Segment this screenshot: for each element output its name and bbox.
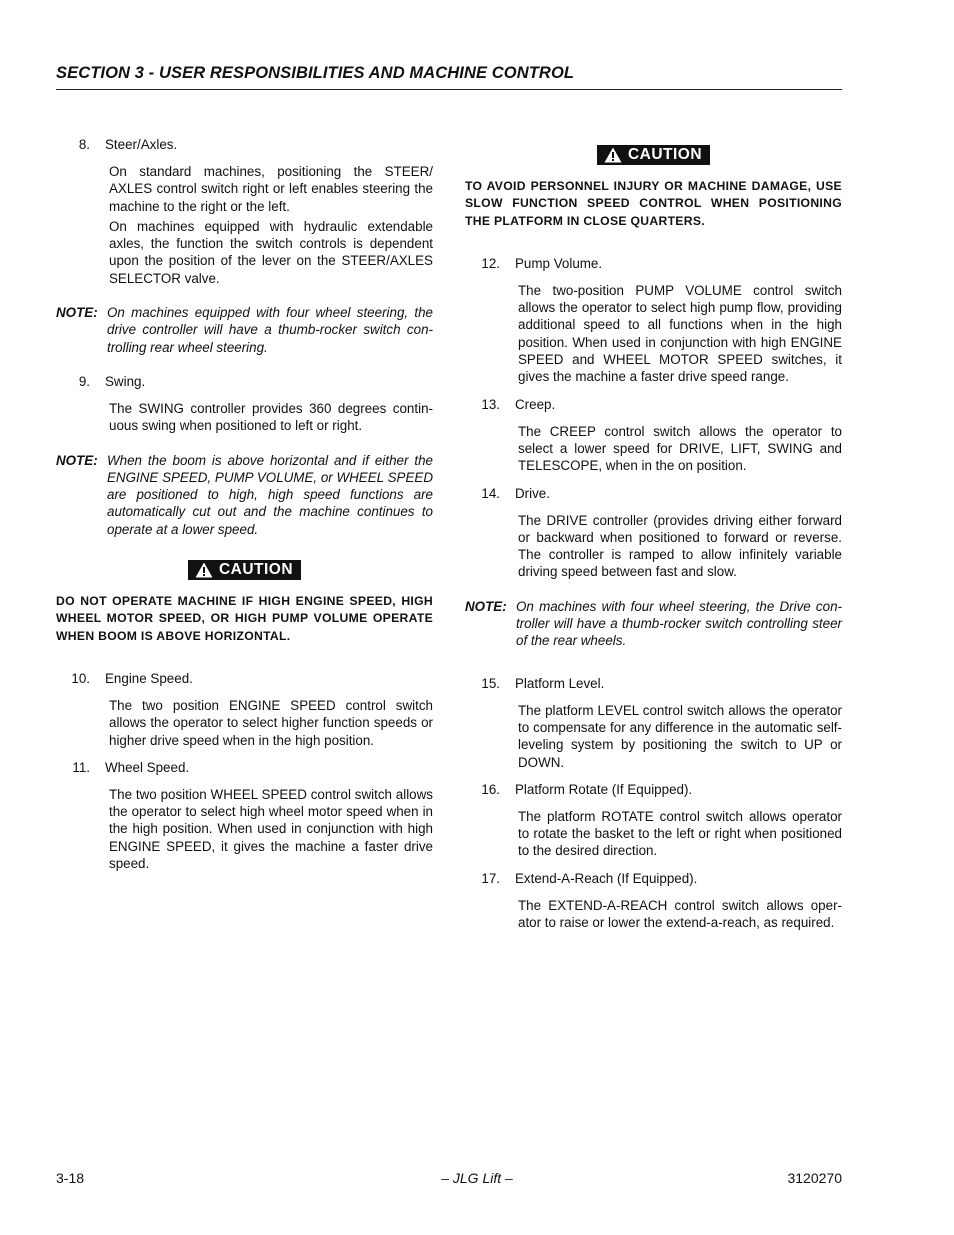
paragraph: The platform LEVEL control switch allows the operator to compensate for any difference in the automatic self-leveling system by positioning the switch to UP or DOWN. [518, 702, 842, 770]
item-swing [56, 373, 433, 390]
paragraph: The two-position PUMP VOLUME control switch allows the operator to select high pump flow, providing additional speed to all functions when in the high position. When used in conjunction with high ENGINE SPEED and WHEEL MOTOR SPEED switches, it gives the machine a faster drive speed range. [518, 282, 842, 385]
item-number: 17. [481, 870, 500, 886]
left-column [56, 136, 433, 882]
item-creep [465, 396, 842, 413]
item-number: 15. [481, 675, 500, 691]
item-number: 14. [481, 485, 500, 501]
right-column [465, 145, 842, 941]
warning-triangle-icon [195, 562, 213, 578]
page-number: 3-18 [56, 1170, 85, 1186]
item-label: Steer/Axles. [105, 137, 178, 152]
item-steer-axles [56, 136, 433, 153]
paragraph: On machines equipped with hydraulic extendable axles, the function the switch controls is dependent upon the position of the lever on the STEER/AXLES SELECTOR valve. [109, 218, 433, 286]
note [465, 598, 842, 650]
caution-text: TO AVOID PERSONNEL INJURY OR MACHINE DAMAGE, USE SLOW FUNCTION SPEED CONTROL WHEN POSITIONING THE PLATFORM IN CLOSE QUARTERS. [465, 179, 842, 228]
footer-brand: – JLG Lift – [441, 1170, 513, 1186]
note [56, 304, 433, 356]
item-label: Platform Level. [515, 675, 605, 691]
item-platform-rotate [465, 781, 842, 798]
item-label: Extend-A-Reach (If Equipped). [515, 870, 698, 886]
item-label: Platform Rotate (If Equipped). [515, 781, 693, 797]
paragraph: The two position WHEEL SPEED control switch allows the operator to select high wheel motor speed when in the high position. When used in conjunction with high ENGINE SPEED, it gives the machine a faster drive speed. [109, 786, 433, 872]
note-text: On machines with four wheel steering, the Drive controller will have a thumb-rocker switch controlling steer of the rear wheels. [516, 598, 842, 649]
item-pump-volume [465, 255, 842, 272]
caution-label: CAUTION [627, 146, 703, 163]
paragraph: The DRIVE controller (provides driving either forward or backward when positioned to forward or reverse. The controller is ramped to allow infinitely variable driving speed between fast and slow. [518, 512, 842, 580]
caution-label-box [597, 145, 710, 165]
item-number: 9. [78, 373, 90, 389]
note-label: NOTE: [56, 452, 98, 468]
caution-banner [465, 145, 842, 168]
note-text: When the boom is above horizontal and if either the ENGINE SPEED, PUMP VOLUME, or WHEEL SPEED are positioned to high, high speed functions are automatically cut out and the machine continues to operate at a lower speed. [107, 452, 433, 537]
paragraph: The platform ROTATE control switch allows operator to rotate the basket to the left or right when positioned to the desired direction. [518, 808, 842, 859]
item-wheel-speed [56, 759, 433, 776]
paragraph: The EXTEND-A-REACH control switch allows operator to raise or lower the extend-a-reach, as required. [518, 897, 842, 931]
note [56, 452, 433, 538]
item-number: 10. [71, 670, 90, 686]
paragraph: On standard machines, positioning the STEER/ AXLES control switch right or left enables steering the machine to the right or the left. [109, 164, 433, 214]
note-label: NOTE: [56, 305, 98, 321]
item-label: Drive. [515, 485, 550, 501]
item-number: 13. [481, 396, 500, 412]
note-text: On machines equipped with four wheel steering, the drive controller will have a thumb-rocker switch controlling rear wheel steering. [107, 305, 433, 355]
item-drive [465, 485, 842, 502]
item-number: 8. [78, 137, 90, 152]
paragraph: The SWING controller provides 360 degrees continuous swing when positioned to left or right. [109, 400, 433, 434]
item-label: Creep. [515, 396, 556, 412]
caution-banner [56, 560, 433, 583]
warning-triangle-icon [604, 147, 622, 163]
item-number: 16. [481, 781, 500, 797]
caution-label: CAUTION [218, 561, 294, 579]
item-label: Pump Volume. [515, 255, 603, 271]
item-extend-a-reach [465, 870, 842, 887]
caution-text: DO NOT OPERATE MACHINE IF HIGH ENGINE SPEED, HIGH WHEEL MOTOR SPEED, OR HIGH PUMP VOLUME OPERATE WHEN BOOM IS ABOVE HORIZONTAL. [56, 594, 433, 643]
note-label: NOTE: [465, 598, 507, 614]
item-engine-speed [56, 670, 433, 687]
document-number: 3120270 [787, 1170, 842, 1186]
item-label: Wheel Speed. [105, 759, 190, 775]
item-label: Engine Speed. [105, 670, 193, 686]
section-header: SECTION 3 - USER RESPONSIBILITIES AND MACHINE CONTROL [56, 64, 842, 90]
item-label: Swing. [105, 373, 146, 389]
caution-label-box [188, 560, 301, 580]
item-platform-level [465, 675, 842, 692]
item-number: 12. [481, 255, 500, 271]
paragraph: The two position ENGINE SPEED control switch allows the operator to select higher function speeds or higher drive speed when in the high position. [109, 697, 433, 748]
item-number: 11. [72, 759, 90, 775]
paragraph: The CREEP control switch allows the operator to select a lower speed for DRIVE, LIFT, SWING and TELESCOPE, when in the on position. [518, 423, 842, 474]
